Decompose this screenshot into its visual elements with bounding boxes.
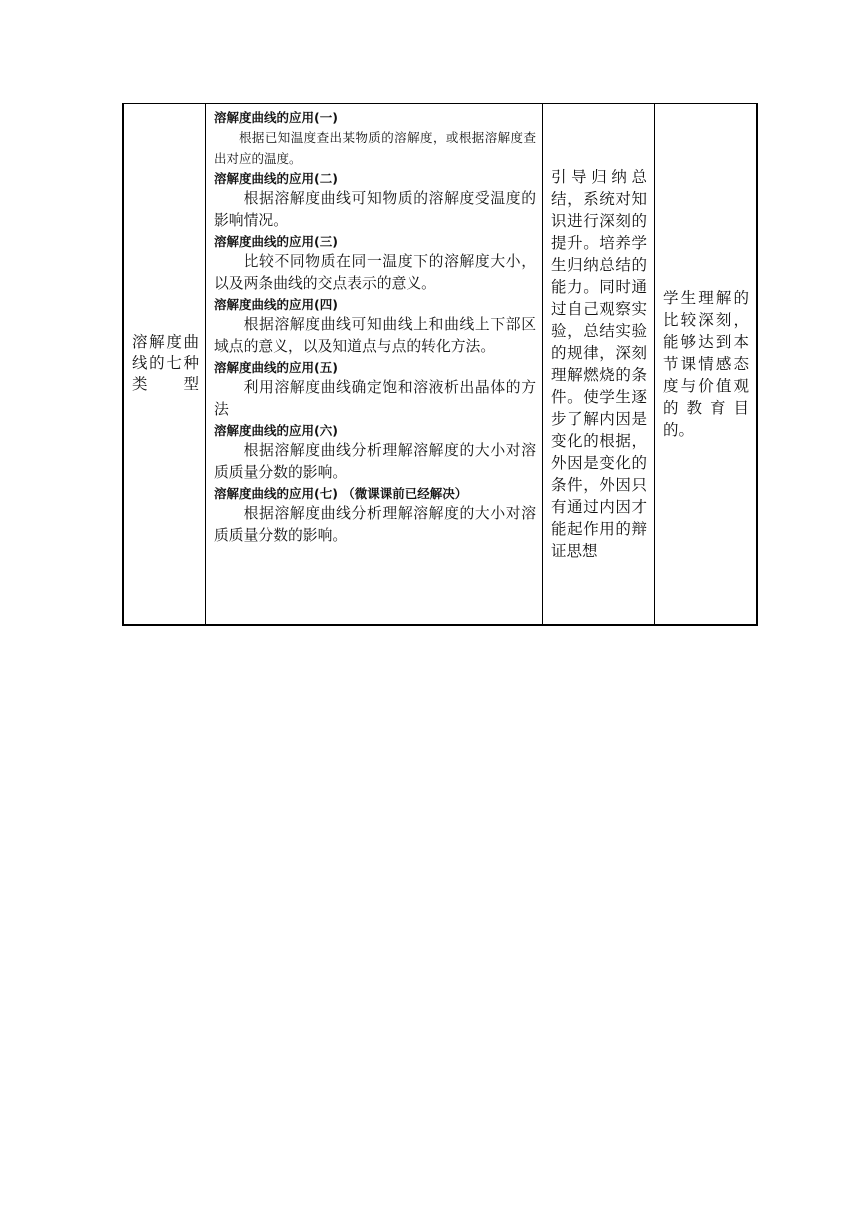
application-title: 溶解度曲线的应用(一) (214, 110, 338, 125)
application-body: 利用溶解度曲线确定饱和溶液析出晶体的方法 (214, 379, 536, 418)
design-intent-text: 引导归纳总结，系统对知识进行深刻的提升。培养学生归纳总结的能力。同时通过自己观察实验，总结实验的规律，深刻理解燃烧的条件。使学生逐步了解内因是变化的根据，外因是变化的条件，外因只有通过内因才能起作用的辩证思想 (551, 167, 647, 560)
application-body: 根据已知温度查出某物质的溶解度，或根据溶解度查出对应的温度。 (214, 130, 536, 166)
application-item-2 (214, 169, 536, 232)
table-row (123, 104, 757, 625)
application-item-6 (214, 421, 536, 484)
application-body: 根据溶解度曲线可知曲线上和曲线上下部区域点的意义，以及知道点与点的转化方法。 (214, 316, 536, 355)
application-item-5 (214, 358, 536, 421)
topic-text: 溶解度曲线的七种类型 (132, 333, 199, 394)
effect-cell (655, 104, 758, 625)
application-body: 根据溶解度曲线分析理解溶解度的大小对溶质质量分数的影响。 (214, 442, 536, 481)
application-item-3 (214, 232, 536, 295)
effect-text: 学生理解的比较深刻，能够达到本节课情感态度与价值观的教育目的。 (663, 288, 749, 439)
lesson-table (122, 103, 758, 626)
application-item-7 (214, 484, 536, 547)
content-cell (206, 104, 543, 625)
application-title: 溶解度曲线的应用(七) （微课课前已经解决） (214, 486, 468, 501)
application-title: 溶解度曲线的应用(二) (214, 171, 338, 186)
application-item-1 (214, 108, 536, 169)
application-title: 溶解度曲线的应用(五) (214, 360, 338, 375)
applications-list (206, 104, 542, 547)
application-title: 溶解度曲线的应用(三) (214, 234, 338, 249)
design-intent-cell (543, 104, 655, 625)
application-body: 根据溶解度曲线分析理解溶解度的大小对溶质质量分数的影响。 (214, 505, 536, 544)
application-title: 溶解度曲线的应用(四) (214, 297, 338, 312)
application-title: 溶解度曲线的应用(六) (214, 423, 338, 438)
application-item-4 (214, 295, 536, 358)
application-body: 比较不同物质在同一温度下的溶解度大小，以及两条曲线的交点表示的意义。 (214, 253, 536, 292)
application-body: 根据溶解度曲线可知物质的溶解度受温度的影响情况。 (214, 190, 536, 229)
topic-cell (123, 104, 206, 625)
